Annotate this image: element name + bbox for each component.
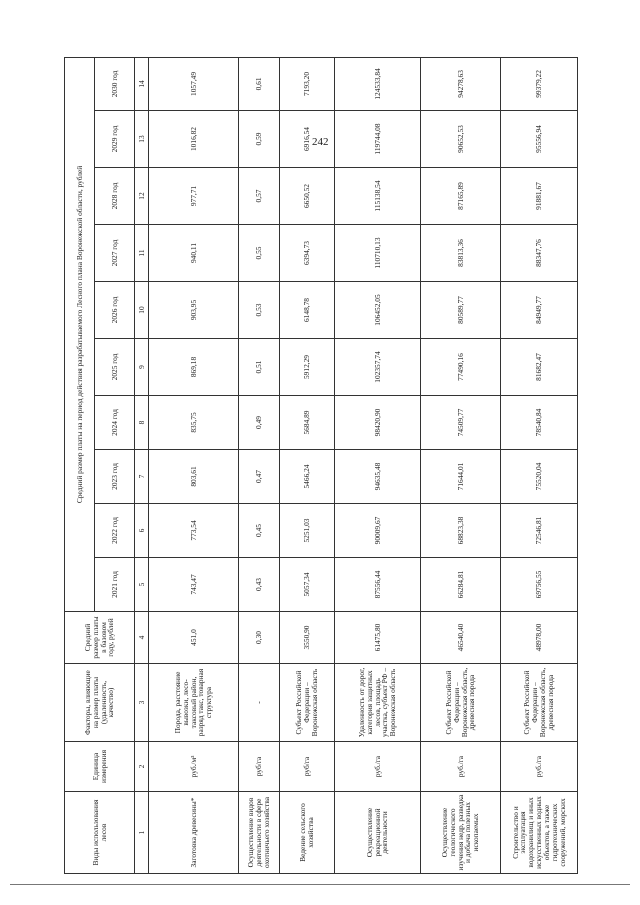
row-value: 72546,81	[501, 504, 578, 558]
row-value: 940,11	[149, 225, 239, 282]
row-value: 87556,44	[335, 558, 421, 612]
row-value: 87165,89	[421, 168, 501, 225]
row-value: 5466,24	[280, 450, 335, 504]
row-value: 74509,77	[421, 396, 501, 450]
header-usage-types: Виды использования лесов	[65, 792, 135, 874]
header-year: 2026 год	[95, 282, 135, 339]
row-value: 5684,89	[280, 396, 335, 450]
table-row	[280, 57, 335, 873]
row-value: 124533,84	[335, 57, 421, 110]
page-number: 242	[312, 136, 329, 148]
row-value: 977,71	[149, 168, 239, 225]
row-base-payment: 0,30	[239, 612, 280, 664]
row-value: 6394,73	[280, 225, 335, 282]
row-value: 0,47	[239, 450, 280, 504]
row-value: 106452,05	[335, 282, 421, 339]
column-number: 1	[135, 792, 149, 874]
row-value: 1057,49	[149, 57, 239, 110]
row-base-payment: 61475,80	[335, 612, 421, 664]
header-year: 2029 год	[95, 111, 135, 168]
row-value: 90009,67	[335, 504, 421, 558]
row-value: 90652,53	[421, 111, 501, 168]
row-value: 78540,84	[501, 396, 578, 450]
table-row	[335, 57, 421, 873]
row-value: 80589,77	[421, 282, 501, 339]
column-number: 11	[135, 225, 149, 282]
row-value: 835,75	[149, 396, 239, 450]
row-value: 0,59	[239, 111, 280, 168]
row-value: 803,61	[149, 450, 239, 504]
row-value: 83813,36	[421, 225, 501, 282]
header-base-payment: Средний размер платы в базовом году, рублей	[65, 612, 135, 664]
row-value: 88347,76	[501, 225, 578, 282]
header-factors: Факторы, влияющие на размер платы (удаленность, качество)	[65, 664, 135, 742]
row-unit: руб./га	[501, 742, 578, 792]
column-number: 13	[135, 111, 149, 168]
row-value: 0,53	[239, 282, 280, 339]
column-number: 2	[135, 742, 149, 792]
row-value: 94278,63	[421, 57, 501, 110]
row-factors: Субъект Российской Федерации – Воронежская область, древесная порода	[501, 664, 578, 742]
header-year: 2022 год	[95, 504, 135, 558]
row-value: 91881,67	[501, 168, 578, 225]
row-value: 6916,54	[280, 111, 335, 168]
row-value: 99379,22	[501, 57, 578, 110]
row-base-payment: 451,0	[149, 612, 239, 664]
row-value: 69756,55	[501, 558, 578, 612]
row-value: 98420,90	[335, 396, 421, 450]
row-value: 71644,01	[421, 450, 501, 504]
column-number: 14	[135, 57, 149, 110]
row-base-payment: 48978,00	[501, 612, 578, 664]
row-unit: руб./га	[421, 742, 501, 792]
header-year: 2030 год	[95, 57, 135, 110]
row-unit: руб/га	[280, 742, 335, 792]
row-usage-type: Заготовка древесины*	[149, 792, 239, 874]
row-value: 94635,48	[335, 450, 421, 504]
column-number-row	[135, 57, 149, 873]
header-year: 2024 год	[95, 396, 135, 450]
row-value: 0,49	[239, 396, 280, 450]
row-factors: Субъект Российской Федерации – Воронежская область, древесная порода	[421, 664, 501, 742]
column-number: 10	[135, 282, 149, 339]
page-bottom-rule	[10, 884, 630, 885]
table-row	[149, 57, 239, 873]
row-factors: -	[239, 664, 280, 742]
row-base-payment: 3550,90	[280, 612, 335, 664]
row-value: 0,55	[239, 225, 280, 282]
row-factors: Субъект Российской Федерации – Воронежская область	[280, 664, 335, 742]
header-year: 2023 год	[95, 450, 135, 504]
row-unit: руб./га	[335, 742, 421, 792]
row-value: 1016,82	[149, 111, 239, 168]
row-value: 0,43	[239, 558, 280, 612]
row-factors: Порода, расстояние вывозки, лесо-таксовый район, разряд такс, товарная структура	[149, 664, 239, 742]
header-average-payment-group: Средний размер платы на период действия разрабатываемого Лесного плана Воронежской области, рублей	[65, 57, 95, 611]
column-number: 8	[135, 396, 149, 450]
forest-payment-table	[64, 57, 578, 874]
row-value: 869,18	[149, 339, 239, 396]
row-usage-type: Строительство и эксплуатация водохранилищ и иных искусственных водных объектов, а также гидротехнических сооружений, морских	[501, 792, 578, 874]
table-row	[421, 57, 501, 873]
table-row	[239, 57, 280, 873]
row-value: 77490,16	[421, 339, 501, 396]
column-number: 9	[135, 339, 149, 396]
column-number: 3	[135, 664, 149, 742]
row-value: 6650,52	[280, 168, 335, 225]
row-value: 0,57	[239, 168, 280, 225]
row-value: 66284,81	[421, 558, 501, 612]
row-value: 7193,20	[280, 57, 335, 110]
header-unit: Единица измерения	[65, 742, 135, 792]
header-year: 2021 год	[95, 558, 135, 612]
row-value: 5251,03	[280, 504, 335, 558]
column-number: 4	[135, 612, 149, 664]
column-number: 6	[135, 504, 149, 558]
header-year: 2025 год	[95, 339, 135, 396]
row-usage-type: Ведение сельского хозяйства	[280, 792, 335, 874]
header-year: 2027 год	[95, 225, 135, 282]
row-value: 5912,29	[280, 339, 335, 396]
row-value: 68823,38	[421, 504, 501, 558]
header-year: 2028 год	[95, 168, 135, 225]
row-value: 95556,94	[501, 111, 578, 168]
row-value: 0,61	[239, 57, 280, 110]
column-number: 12	[135, 168, 149, 225]
row-value: 903,95	[149, 282, 239, 339]
row-value: 81682,47	[501, 339, 578, 396]
header-row-group	[65, 57, 95, 873]
rotated-table-container	[64, 58, 577, 874]
column-number: 5	[135, 558, 149, 612]
column-number: 7	[135, 450, 149, 504]
row-value: 0,51	[239, 339, 280, 396]
row-value: 5057,34	[280, 558, 335, 612]
row-value: 115138,54	[335, 168, 421, 225]
row-factors: Удаленность от дорог, категория защитных лесов, площадь участка, субъект РФ – Воронежская область	[335, 664, 421, 742]
row-value: 75520,04	[501, 450, 578, 504]
row-value: 119744,08	[335, 111, 421, 168]
row-usage-type: Осуществление рекреационной деятельности	[335, 792, 421, 874]
row-value: 102357,74	[335, 339, 421, 396]
row-usage-type: Осуществление видов деятельности в сфере охотничьего хозяйства	[239, 792, 280, 874]
row-value: 6148,78	[280, 282, 335, 339]
row-value: 773,54	[149, 504, 239, 558]
table-row	[501, 57, 578, 873]
row-usage-type: Осуществление геологического изучения недр, разведка и добыча полезных ископаемых	[421, 792, 501, 874]
row-value: 110710,13	[335, 225, 421, 282]
row-value: 743,47	[149, 558, 239, 612]
row-value: 84949,77	[501, 282, 578, 339]
row-base-payment: 46540,40	[421, 612, 501, 664]
row-value: 0,45	[239, 504, 280, 558]
row-unit: руб/га	[239, 742, 280, 792]
row-unit: руб./м³	[149, 742, 239, 792]
